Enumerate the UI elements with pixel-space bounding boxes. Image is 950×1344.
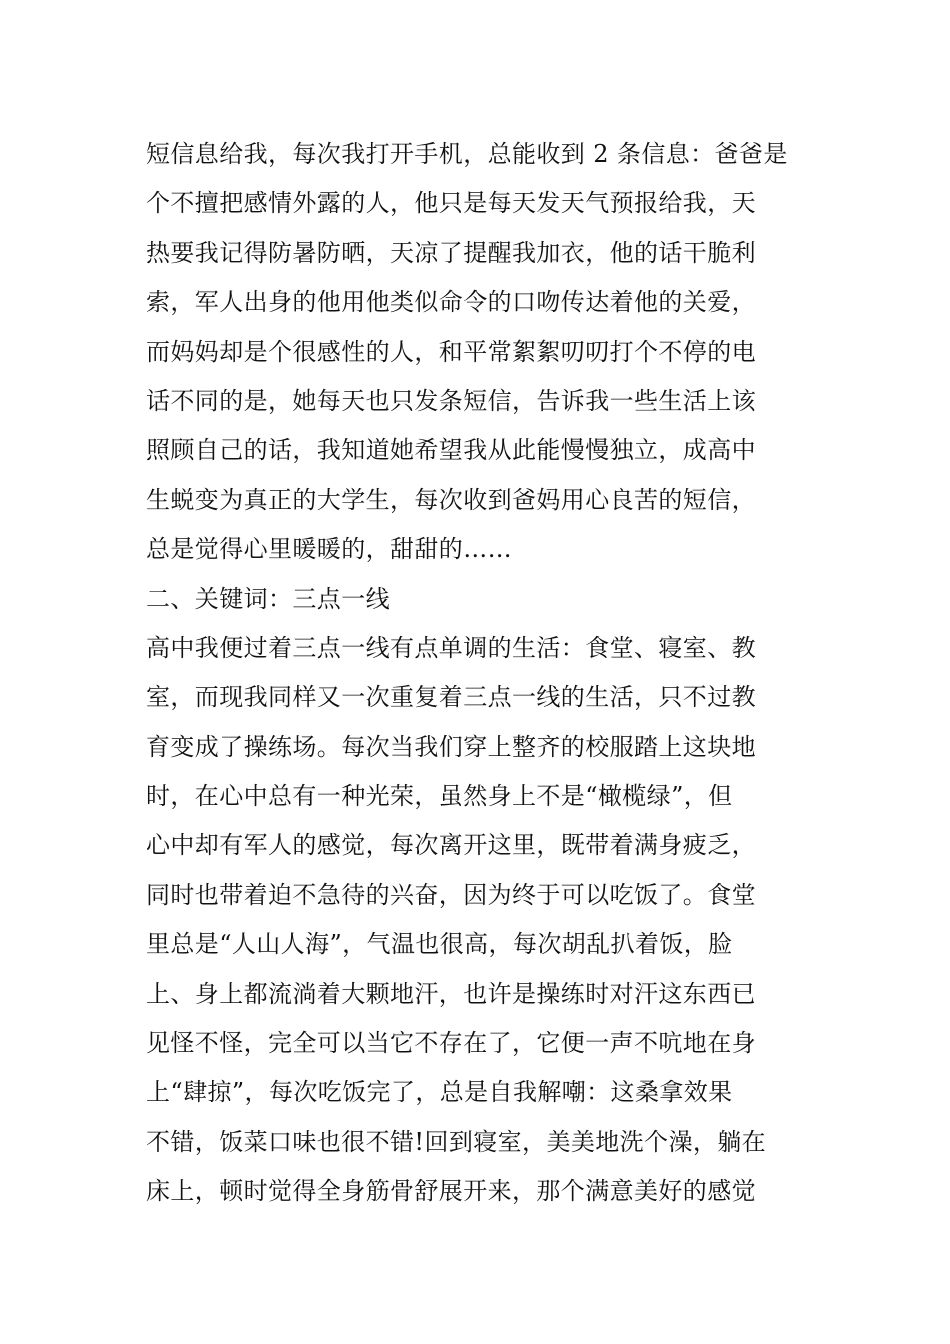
document-body xyxy=(146,130,808,1217)
text-line: 索，军人出身的他用他类似命令的口吻传达着他的关爱， xyxy=(146,288,756,317)
section-heading: 二、关键词：三点一线 xyxy=(146,584,390,613)
text-line: 里总是“人山人海”，气温也很高，每次胡乱扒着饭，脸 xyxy=(146,930,733,959)
text-line: 见怪不怪，完全可以当它不存在了，它便一声不吭地在身 xyxy=(146,1029,756,1058)
text-line: 话不同的是，她每天也只发条短信，告诉我一些生活上该 xyxy=(146,386,756,415)
text-line: 育变成了操练场。每次当我们穿上整齐的校服踏上这块地 xyxy=(146,732,756,761)
text-line: 生蜕变为真正的大学生，每次收到爸妈用心良苦的短信， xyxy=(146,485,756,514)
text-line: 而妈妈却是个很感性的人，和平常絮絮叨叨打个不停的电 xyxy=(146,337,756,366)
text-line: 室，而现我同样又一次重复着三点一线的生活，只不过教 xyxy=(146,683,756,712)
text-line: 同时也带着迫不急待的兴奋，因为终于可以吃饭了。食堂 xyxy=(146,880,756,909)
text-line: 高中我便过着三点一线有点单调的生活：食堂、寝室、教 xyxy=(146,633,756,662)
text-line: 照顾自己的话，我知道她希望我从此能慢慢独立，成高中 xyxy=(146,436,756,465)
text-line: 心中却有军人的感觉，每次离开这里，既带着满身疲乏， xyxy=(146,831,756,860)
text-line: 热要我记得防暑防晒，天凉了提醒我加衣，他的话干脆利 xyxy=(146,238,756,267)
text-line: 上、身上都流淌着大颗地汗，也许是操练时对汗这东西已 xyxy=(146,979,756,1008)
text-line: 不错，饭菜口味也很不错!回到寝室，美美地洗个澡，躺在 xyxy=(146,1127,767,1156)
text-line: 个不擅把感情外露的人，他只是每天发天气预报给我，天 xyxy=(146,189,756,218)
text-line: 床上，顿时觉得全身筋骨舒展开来，那个满意美好的感觉 xyxy=(146,1177,756,1206)
text-line: 上“肆掠”，每次吃饭完了，总是自我解嘲：这桑拿效果 xyxy=(146,1078,733,1107)
text-line: 时，在心中总有一种光荣，虽然身上不是“橄榄绿”，但 xyxy=(146,782,733,811)
text-line: 短信息给我，每次我打开手机，总能收到 2 条信息：爸爸是 xyxy=(146,140,788,168)
text-line: 总是觉得心里暖暖的，甜甜的…… xyxy=(146,535,512,564)
